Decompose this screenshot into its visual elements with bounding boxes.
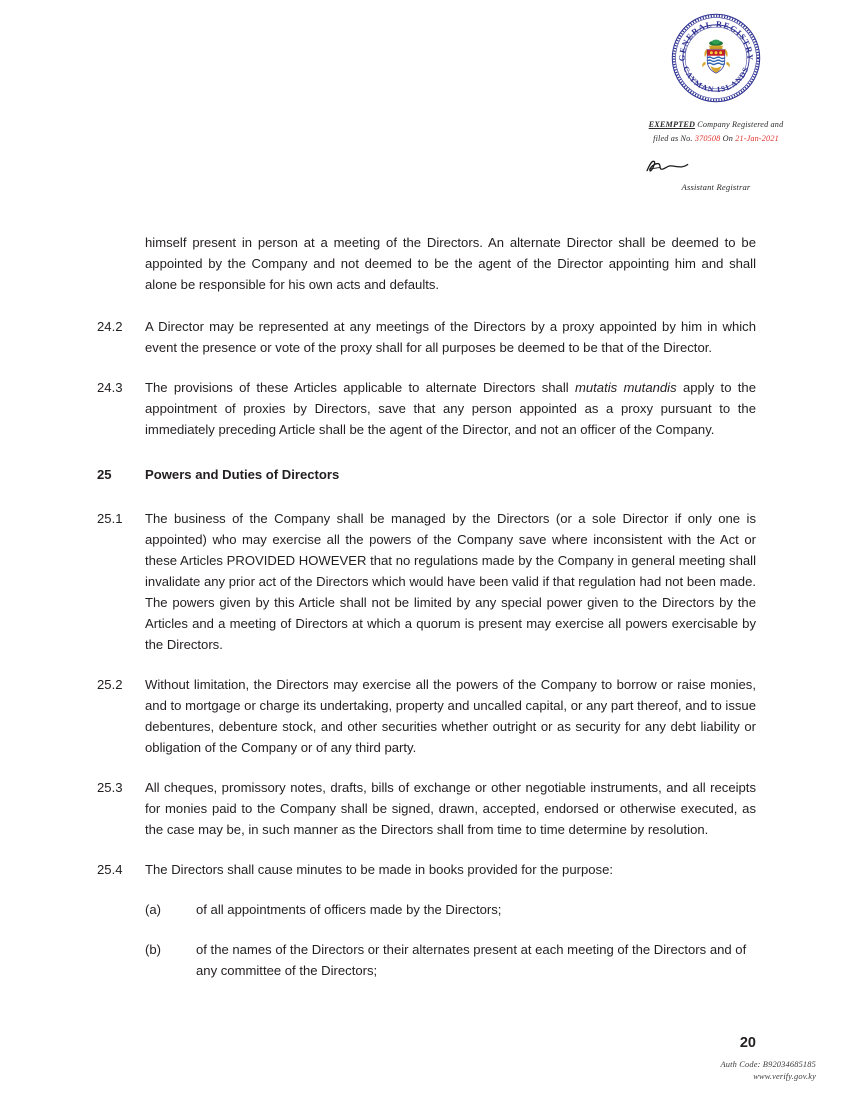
subclause-text: of the names of the Directors or their alternates present at each meeting of the Directors and of any committee of the Directors; [196, 942, 747, 978]
registry-stamp-block [616, 12, 816, 192]
clause-text: Without limitation, the Directors may exercise all the powers of the Company to borrow or raise monies, and to mortgage or charge its undertaking, property and uncalled capital, or any part thereof, and to issue debentures, debenture stock, and other securities whether outright or as security for any debt liability or obligation of the Company or of any third party. [145, 677, 756, 755]
clause-text: A Director may be represented at any meetings of the Directors by a proxy appointed by him in which event the presence or vote of the proxy shall for all purposes be deemed to be that of the Director. [145, 319, 756, 355]
handwritten-signature-icon [644, 156, 690, 176]
stamp-line-1-rest: Company Registered and [697, 120, 784, 129]
clause-number: 25.2 [97, 677, 123, 692]
assistant-registrar-label: Assistant Registrar [681, 182, 751, 192]
clause-25-1 [97, 508, 756, 655]
svg-text:GENERAL REGISTRY: GENERAL REGISTRY [677, 19, 755, 62]
subclause-a [145, 899, 756, 920]
clause-continuation [97, 232, 756, 295]
clause-text [145, 377, 756, 440]
clause-text: himself present in person at a meeting of the Directors. An alternate Director shall be deemed to be appointed by the Company and not deemed to be the agent of the Director appointing him and shall alone be responsible for his own acts and defaults. [145, 235, 756, 292]
subclause-text: of all appointments of officers made by the Directors; [196, 902, 502, 917]
on-label: On [722, 134, 733, 143]
registration-date: 21-Jan-2021 [735, 134, 779, 143]
clause-24-3 [97, 377, 756, 440]
stamp-line-2 [616, 132, 816, 146]
cayman-general-registry-seal-icon [670, 12, 762, 104]
clause-25-4 [97, 859, 756, 880]
clause-text: The business of the Company shall be managed by the Directors (or a sole Director if only one is appointed) who may exercise all the powers of the Company save where inconsistent with the Act or these Articles PROVIDED HOWEVER that no regulations made by the Company in general meeting shall invalidate any prior act of the Directors which would have been valid if that regulation had not been made. The powers given by this Article shall not be limited by any special power given to the Directors by the Articles and a meeting of Directors at which a quorum is present may exercise all powers exercisable by the Directors. [145, 511, 756, 652]
clause-number: 24.2 [97, 319, 123, 334]
section-title: Powers and Duties of Directors [145, 467, 340, 482]
clause-text: All cheques, promissory notes, drafts, bills of exchange or other negotiable instruments, and all receipts for monies paid to the Company shall be signed, drawn, accepted, endorsed or otherwise executed, as the case may be, in such manner as the Directors shall from time to time determine by resolution. [145, 780, 756, 837]
clause-number: 25.4 [97, 862, 123, 877]
clause-24-2 [97, 316, 756, 358]
exempted-label: EXEMPTED [648, 120, 696, 129]
stamp-line-1 [616, 118, 816, 132]
registration-number: 370508 [694, 134, 721, 143]
page-number: 20 [739, 1035, 756, 1051]
latin-phrase: mutatis mutandis [574, 380, 677, 395]
clause-number: 25.3 [97, 780, 123, 795]
clause-number: 24.3 [97, 380, 123, 395]
clause-text-part-2: apply to the appointment of proxies by Directors, save that any person appointed as a proxy pursuant to the immediately preceding Article shall be the agent of the Director, and not an officer of the Company. [145, 380, 756, 437]
clause-25-2 [97, 674, 756, 758]
document-body [97, 232, 756, 1000]
auth-code: Auth Code: B92034685185 [720, 1060, 816, 1069]
subclause-marker: (a) [145, 902, 162, 917]
filed-as-no-label: filed as No. [653, 134, 693, 143]
signature-area [616, 156, 816, 178]
clause-25-3 [97, 777, 756, 840]
subclause-b [145, 939, 756, 981]
clause-text: The Directors shall cause minutes to be made in books provided for the purpose: [145, 862, 613, 877]
svg-text:CAYMAN ISLANDS: CAYMAN ISLANDS [681, 64, 751, 95]
subclause-marker: (b) [145, 942, 162, 957]
verify-url: www.verify.gov.ky [753, 1072, 816, 1081]
clause-text-part-1: The provisions of these Articles applicable to alternate Directors shall [145, 380, 575, 395]
section-number: 25 [97, 467, 112, 482]
section-heading-25 [97, 464, 756, 485]
clause-number: 25.1 [97, 511, 123, 526]
footer-auth-block [720, 1059, 816, 1083]
registration-stamp-text [616, 118, 816, 146]
